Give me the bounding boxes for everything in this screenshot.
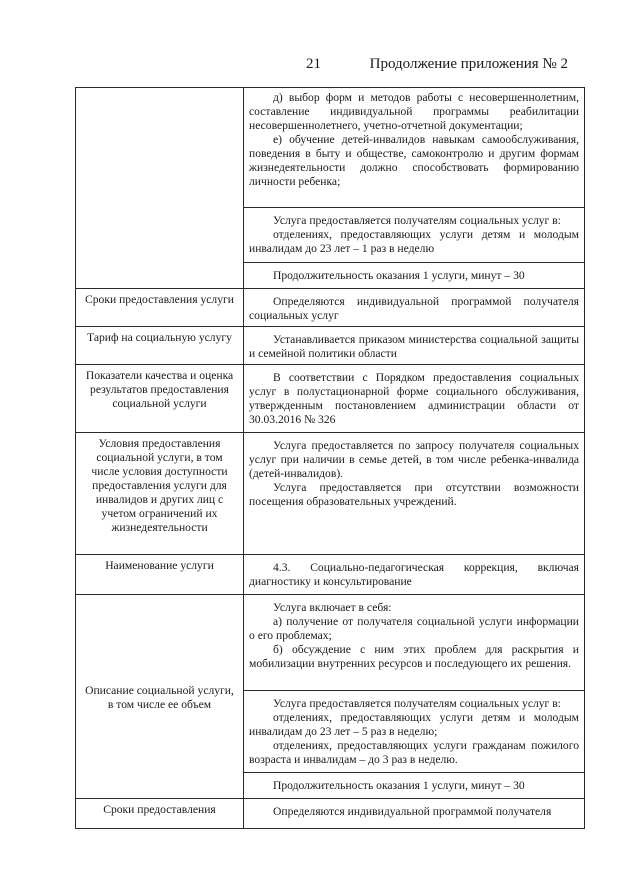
paragraph: отделениях, предоставляющих услуги детям и молодым инвалидам до 23 лет – 5 раз в неделю; xyxy=(249,711,579,738)
service-table xyxy=(75,87,585,829)
row-label: Наименование услуги xyxy=(76,555,244,595)
row-value xyxy=(244,88,585,289)
table-row xyxy=(76,365,585,433)
paragraph: Услуга предоставляется при отсутствии возможности посещения образовательных учреждений. xyxy=(249,481,579,508)
row-value xyxy=(244,433,585,555)
page-number: 21 xyxy=(306,56,321,72)
row-label: Показатели качества и оценка результатов предоставления социальной услуги xyxy=(76,365,244,433)
paragraph: Определяются индивидуальной программой получателя социальных услуг xyxy=(249,295,579,322)
paragraph: Устанавливается приказом министерства социальной защиты и семейной политики области xyxy=(249,333,579,360)
table-row xyxy=(76,799,585,829)
row-label: Условия предоставления социальной услуги, в том числе условия доступности предоставления услуги для инвалидов и других лиц с учетом ограничений их жизнедеятельности xyxy=(76,433,244,555)
frequency-block xyxy=(244,207,584,262)
paragraph: д) выбор форм и методов работы с несовершеннолетним, составление индивидуальной программы реабилитации несовершеннолетнего, учетно-отчетной документации; xyxy=(249,91,579,132)
paragraph: В соответствии с Порядком предоставления социальных услуг в полустационарной форме социального обслуживания, утвержденным постановлением администрации области от 30.03.2016 № 326 xyxy=(249,371,579,426)
paragraph: отделениях, предоставляющих услуги детям и молодым инвалидам до 23 лет – 1 раз в неделю xyxy=(249,228,579,255)
table-row xyxy=(76,289,585,327)
table-row xyxy=(76,327,585,365)
row-label: Тариф на социальную услугу xyxy=(76,327,244,365)
table-row xyxy=(76,595,585,799)
description-block xyxy=(244,595,584,690)
paragraph: Услуга предоставляется получателям социальных услуг в: xyxy=(273,214,561,227)
table-row xyxy=(76,88,585,289)
paragraph: Продолжительность оказания 1 услуги, минут – 30 xyxy=(273,779,525,792)
paragraph: Услуга включает в себя: xyxy=(273,601,392,614)
frequency-block xyxy=(244,690,584,772)
paragraph: б) обсуждение с ним этих проблем для раскрытия и мобилизации внутренних ресурсов и последующего их решения. xyxy=(249,643,579,670)
row-label: Сроки предоставления xyxy=(76,799,244,829)
paragraph: Определяются индивидуальной программой получателя xyxy=(273,805,552,818)
row-value xyxy=(244,595,585,799)
duration-block xyxy=(244,262,584,288)
row-label xyxy=(76,88,244,289)
paragraph: Продолжительность оказания 1 услуги, минут – 30 xyxy=(273,269,525,282)
page-header xyxy=(0,56,640,78)
paragraph: отделениях, предоставляющих услуги гражданам пожилого возраста и инвалидам – до 3 раз в неделю. xyxy=(249,739,579,766)
row-value xyxy=(244,365,585,433)
row-label: Описание социальной услуги, в том числе ее объем xyxy=(76,595,244,799)
row-value xyxy=(244,327,585,365)
description-block xyxy=(244,88,584,207)
paragraph: Услуга предоставляется по запросу получателя социальных услуг при наличии в семье детей, в том числе ребенка-инвалида (детей-инвалидов). xyxy=(249,439,579,480)
paragraph: Услуга предоставляется получателям социальных услуг в: xyxy=(273,697,561,710)
paragraph: е) обучение детей-инвалидов навыкам самообслуживания, поведения в быту и обществе, самоконтролю и другим формам жизнедеятельности должно способствовать формированию личности ребенка; xyxy=(249,133,579,188)
table-row xyxy=(76,433,585,555)
row-value xyxy=(244,289,585,327)
duration-block xyxy=(244,772,584,798)
row-value xyxy=(244,799,585,829)
appendix-title: Продолжение приложения № 2 xyxy=(369,56,568,72)
row-value xyxy=(244,555,585,595)
row-label: Сроки предоставления услуги xyxy=(76,289,244,327)
paragraph: 4.3. Социально-педагогическая коррекция, включая диагностику и консультирование xyxy=(249,561,579,588)
table-row xyxy=(76,555,585,595)
paragraph: а) получение от получателя социальной услуги информации о его проблемах; xyxy=(249,615,579,642)
